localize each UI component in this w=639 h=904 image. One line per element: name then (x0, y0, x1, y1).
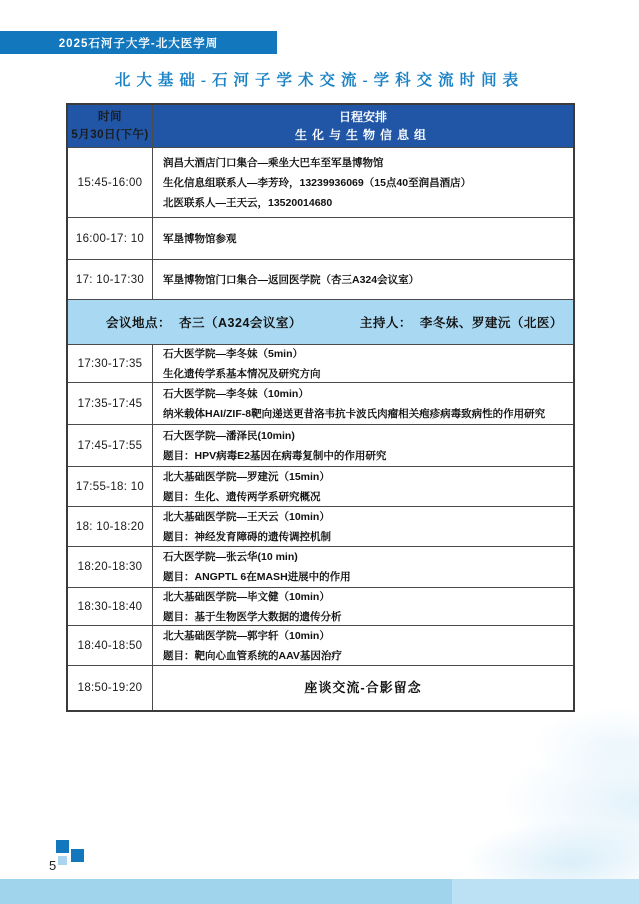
schedule-line: 北大基础医学院—王天云（10min） (163, 510, 330, 523)
schedule-row (68, 665, 573, 710)
schedule-cell (153, 626, 573, 665)
schedule-cell (153, 383, 573, 424)
decor-square-dark (56, 840, 69, 853)
schedule-line: 石大医学院—李冬妹（5min） (163, 347, 304, 360)
schedule-line: 座谈交流-合影留念 (304, 680, 422, 695)
schedule-line: 石大医学院—李冬妹（10min） (163, 387, 309, 400)
schedule-cell (153, 218, 573, 259)
schedule-cell (153, 148, 573, 217)
schedule-row (68, 382, 573, 424)
schedule-line: 军垦博物馆参观 (163, 232, 237, 245)
footer-strip-left (0, 879, 452, 904)
schedule-line: 军垦博物馆门口集合—返回医学院（杏三A324会议室） (163, 273, 420, 286)
schedule-row (68, 587, 573, 625)
time-cell: 18: 10-18:20 (68, 507, 153, 546)
time-cell: 15:45-16:00 (68, 148, 153, 217)
schedule-row (68, 546, 573, 587)
schedule-row (68, 466, 573, 506)
schedule-line: 生化信息组联系人—李芳玲，13239936069（15点40至润昌酒店） (163, 176, 472, 189)
schedule-line: 纳米载体HAI/ZIF-8靶向递送更昔洛韦抗卡波氏肉瘤相关疱疹病毒致病性的作用研究 (163, 407, 546, 420)
rows-after-meeting (68, 344, 573, 710)
time-cell: 17:45-17:55 (68, 425, 153, 466)
schedule-row (68, 344, 573, 382)
table-header-row (68, 105, 573, 147)
schedule-line: 题目：基于生物医学大数据的遗传分析 (163, 610, 342, 623)
schedule-cell (153, 588, 573, 625)
meeting-host-value: 李冬妹、罗建沅（北医） (419, 316, 563, 330)
time-cell: 17: 10-17:30 (68, 260, 153, 299)
meeting-info-row (68, 299, 573, 344)
schedule-line: 题目：HPV病毒E2基因在病毒复制中的作用研究 (163, 449, 387, 462)
time-cell: 16:00-17: 10 (68, 218, 153, 259)
page-number: 5 (49, 858, 57, 873)
time-header-line1: 时间 (98, 111, 122, 123)
schedule-line: 题目：生化、遗传两学系研究概况 (163, 490, 321, 503)
schedule-cell (153, 260, 573, 299)
schedule-header-line1: 日程安排 (338, 110, 387, 124)
schedule-row (68, 259, 573, 299)
schedule-line: 北大基础医学院—罗建沅（15min） (163, 470, 330, 483)
rows-before-meeting (68, 147, 573, 299)
schedule-table (66, 103, 575, 712)
decor-square-medium (71, 849, 84, 862)
schedule-header-line2: 生化与生物信息组 (294, 128, 431, 142)
schedule-row (68, 217, 573, 259)
event-banner (0, 31, 277, 54)
time-cell: 18:20-18:30 (68, 547, 153, 587)
schedule-line: 润昌大酒店门口集合—乘坐大巴车至军垦博物馆 (163, 156, 384, 169)
landscape-watermark (409, 709, 639, 879)
schedule-line: 北医联系人—王天云，13520014680 (163, 196, 333, 209)
meeting-location-value: 杏三（A324会议室） (179, 316, 302, 330)
schedule-line: 石大医学院—潘泽民(10min) (163, 429, 295, 442)
schedule-cell (153, 345, 573, 382)
time-header-line2: 5月30日(下午) (71, 129, 149, 141)
time-cell: 18:40-18:50 (68, 626, 153, 665)
time-cell: 17:30-17:35 (68, 345, 153, 382)
schedule-row (68, 625, 573, 665)
schedule-line: 生化遗传学系基本情况及研究方向 (163, 367, 321, 380)
schedule-cell (153, 507, 573, 546)
schedule-cell (153, 547, 573, 587)
time-cell: 18:30-18:40 (68, 588, 153, 625)
decor-square-light (58, 856, 67, 865)
schedule-cell (153, 467, 573, 506)
schedule-header-cell (153, 105, 573, 147)
event-banner-text: 2025石河子大学-北大医学周 (58, 37, 219, 50)
time-header-cell (68, 105, 153, 147)
schedule-line: 题目：靶向心血管系统的AAV基因治疗 (163, 649, 342, 662)
page-title: 北大基础-石河子学术交流-学科交流时间表 (114, 72, 525, 89)
schedule-cell (153, 425, 573, 466)
schedule-row (68, 506, 573, 546)
schedule-row (68, 424, 573, 466)
schedule-line: 题目：ANGPTL 6在MASH进展中的作用 (163, 571, 351, 583)
meeting-location-label: 会议地点： (106, 316, 172, 330)
footer-strip-right (452, 879, 639, 904)
schedule-row (68, 147, 573, 217)
schedule-line: 石大医学院—张云华(10 min) (163, 551, 298, 563)
schedule-line: 北大基础医学院—毕文健（10min） (163, 590, 330, 603)
time-cell: 17:55-18: 10 (68, 467, 153, 506)
schedule-cell (153, 666, 573, 710)
meeting-host-label: 主持人： (359, 316, 412, 330)
time-cell: 17:35-17:45 (68, 383, 153, 424)
time-cell: 18:50-19:20 (68, 666, 153, 710)
schedule-line: 北大基础医学院—郭宇轩（10min） (163, 629, 330, 642)
schedule-line: 题目：神经发育障碍的遗传调控机制 (163, 530, 331, 543)
